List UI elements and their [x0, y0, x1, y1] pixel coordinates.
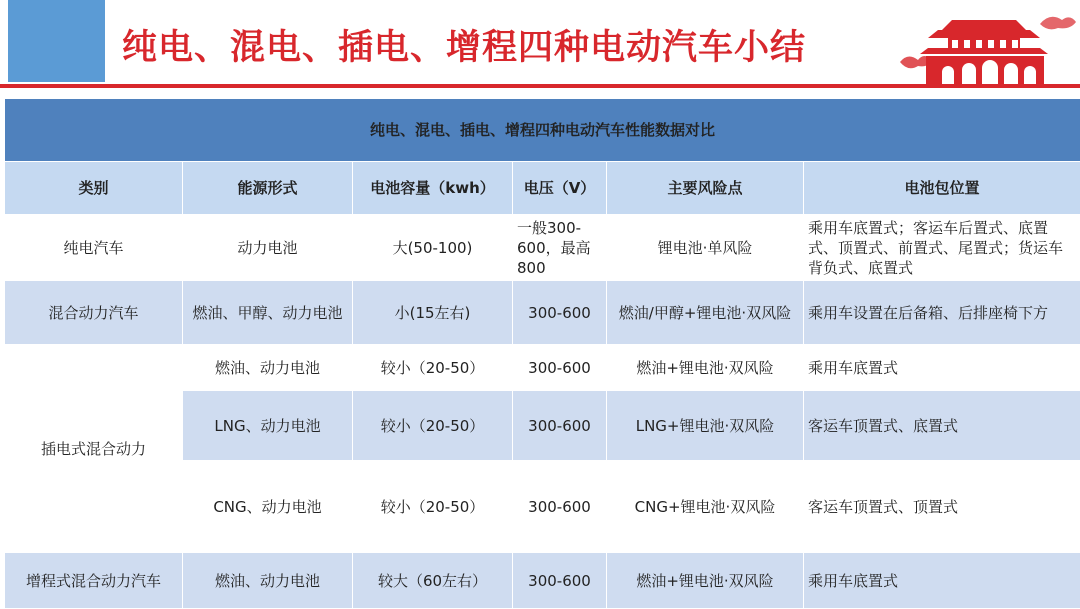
cell-voltage: 300-600 [513, 391, 607, 461]
cell-capacity: 较小（20-50） [353, 345, 513, 391]
comparison-table-container [4, 98, 1080, 608]
cell-risk: 燃油+锂电池·双风险 [607, 345, 804, 391]
cell-energy: 动力电池 [183, 215, 353, 281]
column-header: 主要风险点 [607, 162, 804, 215]
table-row [5, 345, 1080, 391]
column-header: 电压（V） [513, 162, 607, 215]
table-row [5, 215, 1080, 281]
cell-position: 乘用车底置式 [804, 345, 1080, 391]
cell-energy: LNG、动力电池 [183, 391, 353, 461]
cell-category: 插电式混合动力 [5, 345, 183, 553]
cell-position: 乘用车设置在后备箱、后排座椅下方 [804, 281, 1080, 345]
cell-capacity: 小(15左右) [353, 281, 513, 345]
cell-voltage: 300-600 [513, 345, 607, 391]
page-title: 纯电、混电、插电、增程四种电动汽车小结 [122, 20, 806, 70]
cell-position: 客运车顶置式、底置式 [804, 391, 1080, 461]
cell-voltage: 300-600 [513, 553, 607, 609]
table-header-row [5, 162, 1080, 215]
cell-position: 乘用车底置式 [804, 553, 1080, 609]
cell-risk: 锂电池·单风险 [607, 215, 804, 281]
header-divider [0, 84, 1080, 88]
cell-energy: 燃油、动力电池 [183, 345, 353, 391]
cell-category: 增程式混合动力汽车 [5, 553, 183, 609]
cell-risk: 燃油+锂电池·双风险 [607, 553, 804, 609]
cell-category: 纯电汽车 [5, 215, 183, 281]
cell-capacity: 较小（20-50） [353, 391, 513, 461]
cell-capacity: 较小（20-50） [353, 461, 513, 553]
slide-header [0, 0, 1080, 96]
cell-energy: 燃油、甲醇、动力电池 [183, 281, 353, 345]
tiananmen-gate-icon [890, 4, 1080, 86]
table-row [5, 281, 1080, 345]
cell-energy: CNG、动力电池 [183, 461, 353, 553]
cell-energy: 燃油、动力电池 [183, 553, 353, 609]
comparison-table [4, 98, 1080, 609]
cell-voltage: 一般300-600，最高800 [513, 215, 607, 281]
cell-position: 客运车顶置式、顶置式 [804, 461, 1080, 553]
table-title-row [5, 99, 1080, 162]
cell-capacity: 较大（60左右） [353, 553, 513, 609]
column-header: 电池容量（kwh） [353, 162, 513, 215]
cell-voltage: 300-600 [513, 281, 607, 345]
decor-blue-square [8, 0, 105, 82]
cell-voltage: 300-600 [513, 461, 607, 553]
column-header: 类别 [5, 162, 183, 215]
column-header: 能源形式 [183, 162, 353, 215]
cell-capacity: 大(50-100) [353, 215, 513, 281]
cell-position: 乘用车底置式；客运车后置式、底置式、顶置式、前置式、尾置式；货运车背负式、底置式 [804, 215, 1080, 281]
cell-risk: 燃油/甲醇+锂电池·双风险 [607, 281, 804, 345]
cell-risk: LNG+锂电池·双风险 [607, 391, 804, 461]
column-header: 电池包位置 [804, 162, 1080, 215]
cell-risk: CNG+锂电池·双风险 [607, 461, 804, 553]
table-title: 纯电、混电、插电、增程四种电动汽车性能数据对比 [5, 99, 1080, 162]
cell-category: 混合动力汽车 [5, 281, 183, 345]
table-row [5, 553, 1080, 609]
